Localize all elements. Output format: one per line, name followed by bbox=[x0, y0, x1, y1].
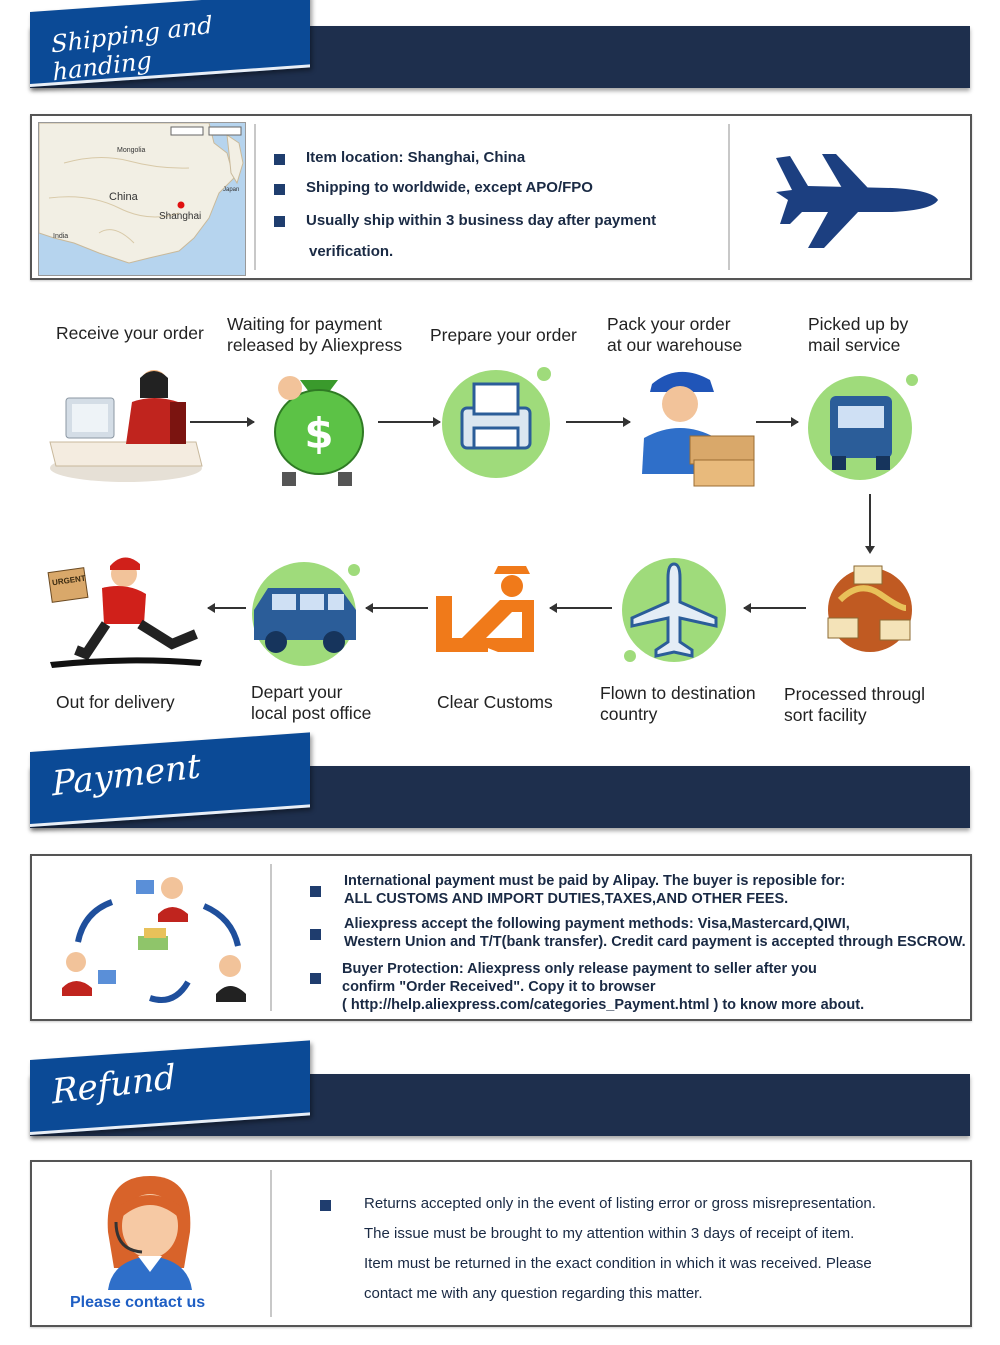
shipping-title: Shipping and handing bbox=[50, 10, 214, 87]
warehouse-worker-icon bbox=[634, 362, 758, 488]
shipping-info-box bbox=[30, 114, 972, 280]
step-label: sort facility bbox=[784, 705, 867, 725]
china-map-image bbox=[38, 122, 246, 276]
payment-item-1-line2: ALL CUSTOMS AND IMPORT DUTIES,TAXES,AND OTHER FEES. bbox=[344, 891, 789, 907]
payment-help-link[interactable]: ( http://help.aliexpress.com/categories_Payment.html ) to know more about. bbox=[342, 997, 865, 1013]
plane-circle-icon bbox=[620, 556, 732, 666]
refund-header bbox=[30, 1057, 970, 1142]
payment-item-2-line1: Aliexpress accept the following payment methods: Visa,Mastercard,QIWI, bbox=[344, 916, 850, 932]
flow-arrow bbox=[744, 607, 806, 609]
payment-info-box bbox=[30, 854, 972, 1021]
bullet-square bbox=[274, 216, 285, 227]
divider bbox=[270, 864, 272, 1011]
step-label: mail service bbox=[808, 335, 901, 355]
refund-title: Refund bbox=[50, 1057, 177, 1113]
map-label-mongolia: Mongolia bbox=[117, 147, 146, 154]
bullet-square bbox=[310, 929, 321, 940]
step-label: Flown to destination bbox=[600, 683, 756, 703]
refund-line-1: Returns accepted only in the event of listing error or gross misrepresentation. bbox=[364, 1195, 876, 1212]
payment-cycle-icon bbox=[54, 866, 258, 1010]
step-label: Depart your bbox=[251, 682, 343, 702]
flow-arrow bbox=[366, 607, 428, 609]
shipping-bullet-3-cont: verification. bbox=[309, 243, 394, 260]
map-label-japan: Japan bbox=[223, 187, 240, 193]
step-label: at our warehouse bbox=[607, 335, 743, 355]
shipping-header bbox=[30, 12, 970, 94]
step-label: Processed througl bbox=[784, 684, 926, 704]
bullet-square bbox=[320, 1200, 331, 1211]
bullet-square bbox=[274, 154, 285, 165]
refund-line-2: The issue must be brought to my attention within 3 days of receipt of item. bbox=[364, 1225, 855, 1242]
payment-item-2-line2: Western Union and T/T(bank transfer). Credit card payment is accepted through ESCROW. bbox=[344, 934, 966, 950]
support-agent-icon bbox=[94, 1172, 204, 1290]
step-label: country bbox=[600, 704, 658, 724]
truck-icon bbox=[808, 368, 920, 482]
step-label: Clear Customs bbox=[437, 692, 553, 712]
map-land bbox=[39, 123, 245, 275]
map-label-shanghai: Shanghai bbox=[159, 211, 202, 222]
delivery-man-icon bbox=[46, 554, 206, 670]
payment-item-3-line2: confirm "Order Received". Copy it to browser bbox=[342, 979, 656, 995]
map-label-china: China bbox=[109, 191, 138, 203]
flow-arrow bbox=[378, 421, 440, 423]
flow-arrow bbox=[756, 421, 798, 423]
shipping-bullet-3: Usually ship within 3 business day after payment bbox=[306, 212, 657, 229]
shipping-bullet-1: Item location: Shanghai, China bbox=[306, 149, 526, 166]
bullet-square bbox=[274, 184, 285, 195]
globe-mail-icon bbox=[820, 560, 920, 660]
shipping-bullet-2: Shipping to worldwide, except APO/FPO bbox=[306, 179, 593, 196]
step-label: Out for delivery bbox=[56, 692, 175, 712]
step-label: local post office bbox=[251, 703, 372, 723]
refund-info-box bbox=[30, 1160, 972, 1327]
printer-icon bbox=[440, 364, 558, 482]
flow-arrow bbox=[550, 607, 612, 609]
step-label: Prepare your order bbox=[430, 325, 577, 345]
van-icon bbox=[248, 562, 364, 672]
step-label: Picked up by bbox=[808, 314, 909, 334]
payment-item-1-line1: International payment must be paid by Alipay. The buyer is reposible for: bbox=[344, 873, 846, 889]
bullet-square bbox=[310, 973, 321, 984]
money-bag-icon bbox=[264, 362, 374, 488]
step-label: Pack your order bbox=[607, 314, 731, 334]
payment-item-3-line1: Buyer Protection: Aliexpress only release payment to seller after you bbox=[342, 961, 817, 977]
payment-title: Payment bbox=[50, 746, 202, 805]
computer-user-icon bbox=[46, 368, 204, 488]
divider bbox=[270, 1170, 272, 1317]
divider bbox=[728, 124, 730, 270]
step-label: Waiting for payment bbox=[227, 314, 382, 334]
customs-officer-icon bbox=[436, 566, 540, 656]
payment-header bbox=[30, 746, 970, 834]
svg-text:$: $ bbox=[304, 409, 334, 458]
flow-arrow bbox=[566, 421, 630, 423]
airplane-icon bbox=[772, 148, 942, 252]
flow-arrow bbox=[190, 421, 254, 423]
map-label-india: India bbox=[53, 233, 69, 240]
urgent-box-label: URGENT bbox=[51, 573, 87, 588]
refund-line-4: contact me with any question regarding this matter. bbox=[364, 1285, 703, 1302]
flow-arrow-down bbox=[869, 494, 871, 552]
bullet-square bbox=[310, 886, 321, 897]
step-label: released by Aliexpress bbox=[227, 335, 403, 355]
flow-arrow bbox=[208, 607, 246, 609]
step-label: Receive your order bbox=[56, 323, 204, 343]
contact-us-label[interactable]: Please contact us bbox=[70, 1294, 206, 1311]
divider bbox=[254, 124, 256, 270]
refund-line-3: Item must be returned in the exact condition in which it was received. Please bbox=[364, 1255, 872, 1272]
